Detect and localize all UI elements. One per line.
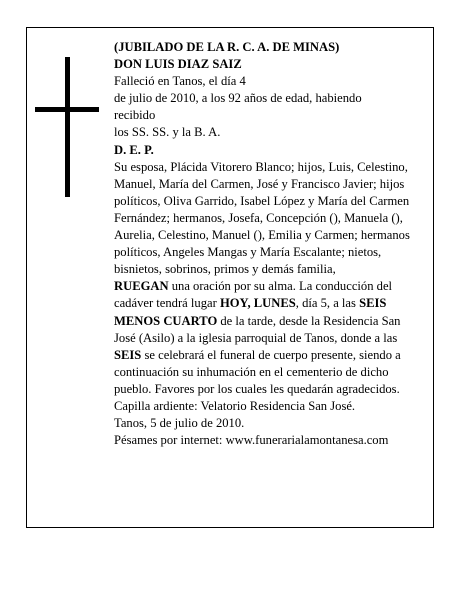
notice-text [114, 39, 420, 449]
deceased-name: DON LUIS DIAZ SAIZ [114, 57, 242, 72]
death-line-2: de julio de 2010, a los 92 años de edad, habiendo [114, 91, 362, 106]
dep-heading: D. E. P. [114, 142, 154, 157]
death-line-1: Falleció en Tanos, el día 4 [114, 74, 246, 89]
prayer-paragraph [114, 278, 420, 415]
death-line-4: los SS. SS. y la B. A. [114, 125, 221, 140]
prayer-text-4: se celebrará el funeral de cuerpo presente, siendo a continuación su inhumación en el cementerio de dicho pueblo. Favores por los cuales les quedarán agradecidos. Capilla ardiente: Velatorio Residencia San José. [114, 347, 401, 413]
affiliation: (JUBILADO DE LA R. C. A. DE MINAS) [114, 40, 340, 54]
family-paragraph: Su esposa, Plácida Vitorero Blanco; hijos, Luis, Celestino, Manuel, María del Carmen, José y Francisco Javier; hijos políticos, Oliva Garrido, Isabel López y María del Carmen Fernández; hermanos, Josefa, Concepción (), Manuela (), Aurelia, Celestino, Manuel (), Emilia y Carmen; hermanos políticos, Angeles Mangas y María Escalante; nietos, bisnietos, sobrinos, primos y demás familia, [114, 159, 410, 277]
date-place: Tanos, 5 de julio de 2010. [114, 416, 245, 431]
ruegan-label: RUEGAN [114, 279, 169, 294]
hoy-lunes-label: HOY, LUNES [219, 296, 296, 311]
cross-icon [35, 57, 99, 197]
cross-horizontal-bar [35, 107, 99, 112]
condolences-line: Pésames por internet: www.funerarialamontanesa.com [114, 433, 389, 448]
prayer-text-1: una oración por su alma. La conducción del cadáver tendrá lugar [114, 279, 393, 311]
seis-menos-cuarto-label: SEIS MENOS CUARTO [114, 296, 387, 328]
seis-label: SEIS [114, 347, 142, 362]
obituary-notice [26, 27, 434, 528]
prayer-text-3: de la tarde, desde la Residencia San José (Asilo) a la iglesia parroquial de Tanos, donde a las [114, 313, 401, 345]
prayer-text-2: , día 5, a las [295, 296, 360, 311]
cross-vertical-bar [65, 57, 70, 197]
death-line-3: recibido [114, 108, 156, 123]
